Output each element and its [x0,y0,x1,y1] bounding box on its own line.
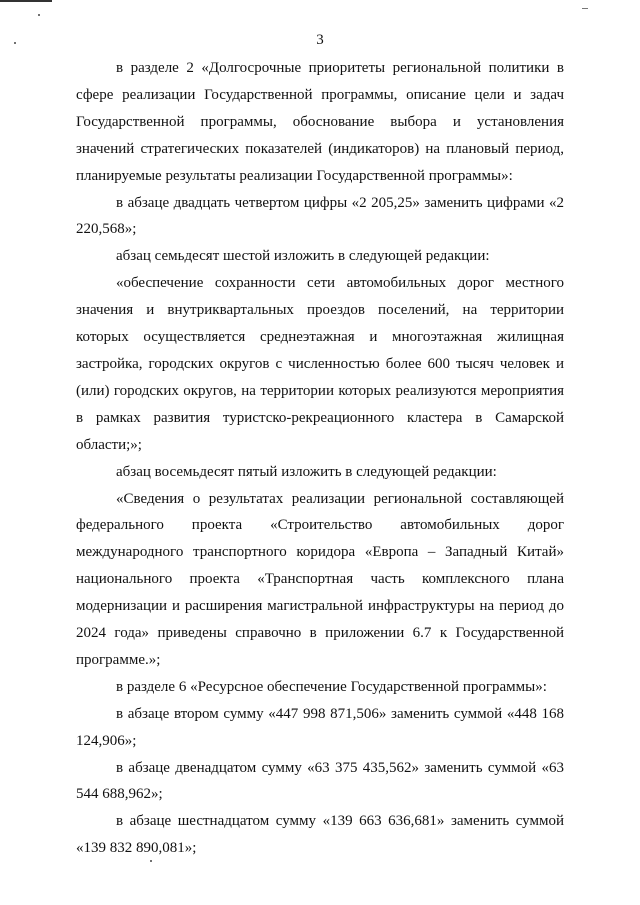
paragraph-amend-24: в абзаце двадцать четвертом цифры «2 205,25» заменить цифрами «2 220,568»; [76,194,564,238]
paragraph-section-2: в разделе 2 «Долгосрочные приоритеты региональной политики в сфере реализации Государственной программы, описание цели и задач Государственной программы, обоснование выбора и установления значений стратегических показателей (индикаторов) на плановый период, планируемые результаты реализации Государственной программы»: [76,60,564,184]
paragraph-amend-2nd: в абзаце втором сумму «447 998 871,506» заменить суммой «448 168 124,906»; [76,705,564,749]
paragraph-section-6: в разделе 6 «Ресурсное обеспечение Государственной программы»: [116,678,547,695]
paragraph-amend-76-text: «обеспечение сохранности сети автомобильных дорог местного значения и внутриквартальных проездов поселений, на территории которых осуществляется среднеэтажная и многоэтажная жилищная застройка, городских округов с численностью более 600 тысяч человек и (или) городских округов, на территории которых реализуются мероприятия в рамках развития туристско-рекреационного кластера в Самарской области;»; [76,275,564,453]
scan-edge-mark [0,0,52,2]
page-number: 3 [316,32,324,48]
paragraph-amend-85-intro: абзац восемьдесят пятый изложить в следующей редакции: [116,463,497,480]
paragraph-amend-76-intro: абзац семьдесят шестой изложить в следующей редакции: [116,248,490,265]
scan-edge-mark [582,8,588,9]
document-body [76,55,564,862]
scan-speck [38,14,40,16]
paragraph-amend-85-text: «Сведения о результатах реализации региональной составляющей федерального проекта «Строительство автомобильных дорог международного транспортного коридора «Европа – Западный Китай» национального проекта «Транспортная часть комплексного плана модернизации и расширения магистральной инфраструктуры на период до 2024 года» приведены справочно в приложении 6.7 к Государственной программе.»; [76,490,564,668]
paragraph-amend-16th: в абзаце шестнадцатом сумму «139 663 636,681» заменить суммой «139 832 890,081»; [76,813,564,857]
paragraph-amend-12th: в абзаце двенадцатом сумму «63 375 435,562» заменить суммой «63 544 688,962»; [76,759,564,803]
